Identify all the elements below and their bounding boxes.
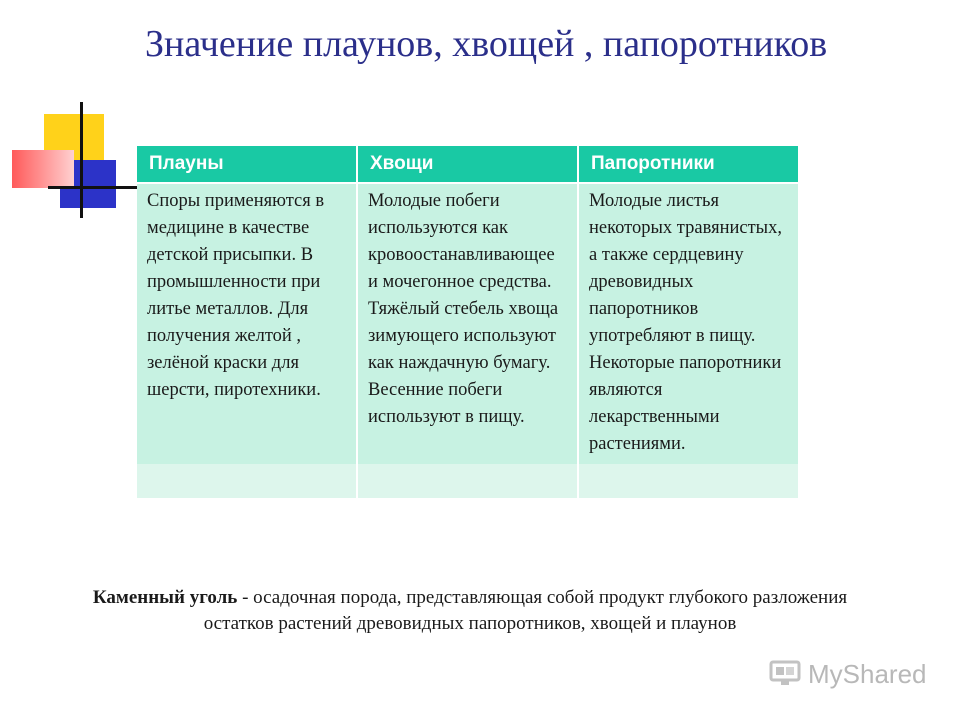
header-paporotniki: Папоротники [579, 146, 798, 184]
coal-definition [60, 585, 880, 637]
empty-cell [358, 464, 577, 498]
header-khvoshchi: Хвощи [358, 146, 577, 184]
cell-plauny: Споры применяются в медицине в качестве детской присыпки. В промышленности при литье металлов. Для получения желтой , зелёной краски для шерсти, пиротехники. [137, 184, 356, 464]
slide-title: Значение плаунов, хвощей , папоротников [145, 23, 828, 65]
significance-table [135, 146, 800, 498]
table-row [137, 184, 798, 464]
watermark [768, 656, 928, 692]
empty-cell [137, 464, 356, 498]
empty-cell [579, 464, 798, 498]
cell-paporotniki: Молодые листья некоторых травянистых, а также сердцевину древовидных папоротников употребляют в пищу. Некоторые папоротники являются лекарственными растениями. [579, 184, 798, 464]
coal-text: - осадочная порода, представляющая собой продукт глубокого разложения остатков растений древовидных папоротников, хвощей и плаунов [203, 587, 848, 634]
decorative-squares [10, 100, 140, 220]
cell-khvoshchi: Молодые побеги используются как кровоостанавливающее и мочегонное средства. Тяжёлый стебель хвоща зимующего используют как наждачную бумагу. Весенние побеги используют в пищу. [358, 184, 577, 464]
red-gradient-square [12, 150, 74, 188]
table-header-row [137, 146, 798, 184]
table-row-empty [137, 464, 798, 498]
watermark-text: MyShared [808, 658, 927, 689]
horizontal-line [48, 186, 140, 189]
header-plauny: Плауны [137, 146, 356, 184]
coal-term: Каменный уголь [92, 587, 238, 608]
monitor-logo-icon [768, 659, 802, 689]
vertical-line [80, 102, 83, 218]
